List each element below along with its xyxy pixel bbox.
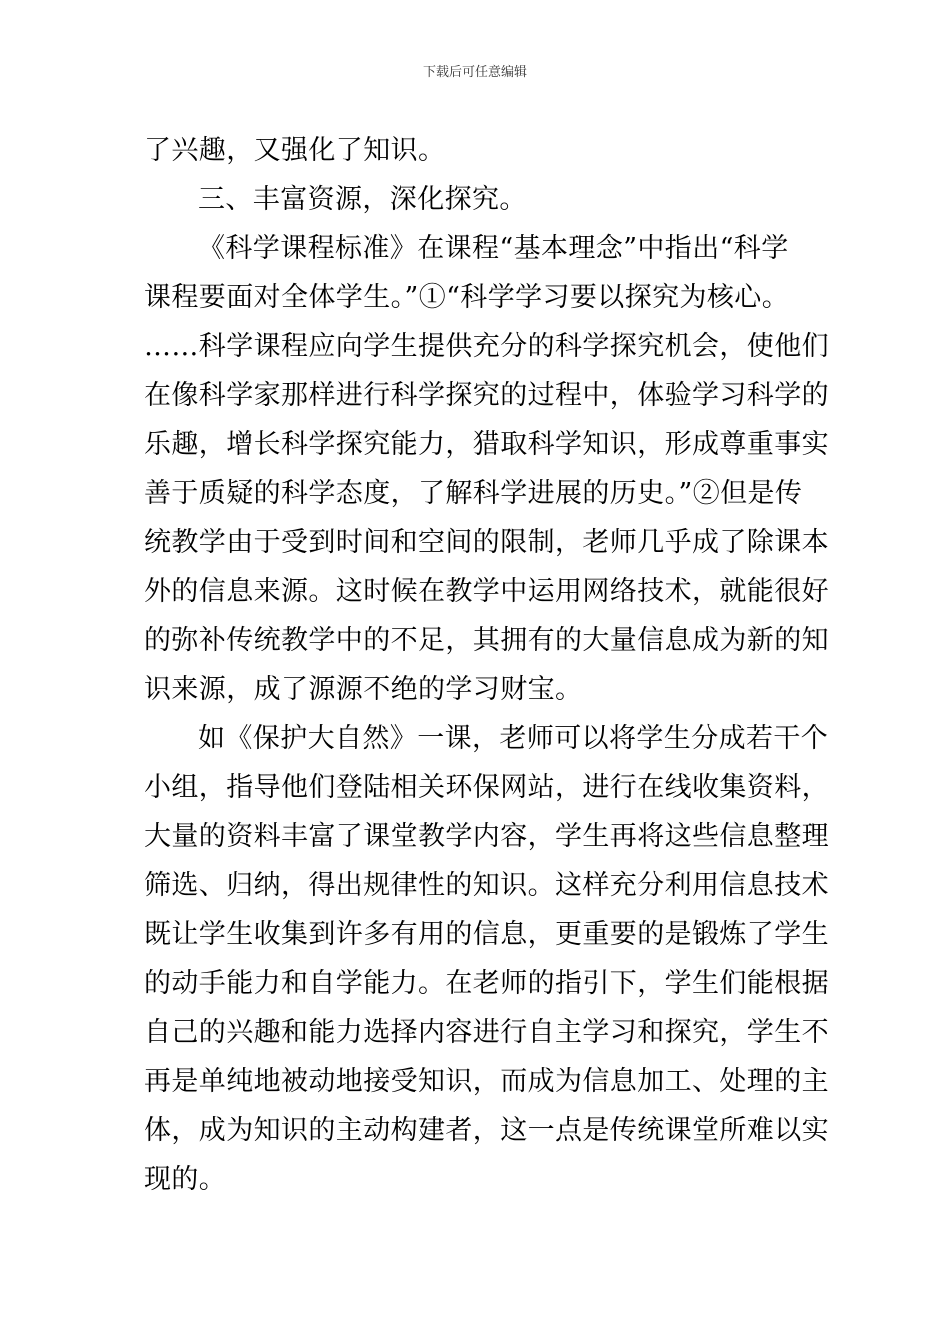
paragraph-continuation [144,126,808,175]
text-line: 的弥补传统教学中的不足，其拥有的大量信息成为新的知 [144,625,829,656]
text-line: 现的。 [144,1164,227,1195]
text-line: 既让学生收集到许多有用的信息，更重要的是锻炼了学生 [144,919,829,950]
text-line: 在像科学家那样进行科学探究的过程中，体验学习科学的 [144,380,829,411]
page-header: 下载后可任意编辑 [422,65,527,80]
text-line: 识来源，成了源源不绝的学习财宝。 [144,674,583,705]
text-line: 课程要面对全体学生。”①“科学学习要以探究为核心。 [144,282,790,313]
text-line: 筛选、归纳，得出规律性的知识。这样充分利用信息技术 [144,870,829,901]
text-line: 体，成为知识的主动构建者，这一点是传统课堂所难以实 [144,1115,829,1146]
text-line: 外的信息来源。这时候在教学中运用网络技术，就能很好 [144,576,829,607]
text-line: 小组，指导他们登陆相关环保网站，进行在线收集资料， [144,772,829,803]
section-heading [144,175,808,224]
text-line: 《科学课程标准》在课程“基本理念”中指出“科学 [198,233,789,264]
text-line: ……科学课程应向学生提供充分的科学探究机会，使他们 [144,331,829,362]
text-line: 三、丰富资源，深化探究。 [198,184,527,215]
text-line: 统教学由于受到时间和空间的限制，老师几乎成了除课本 [144,527,829,558]
text-line: 乐趣，增长科学探究能力，猎取科学知识，形成尊重事实 [144,429,829,460]
paragraph-example-lesson [144,714,829,1204]
paragraph-curriculum-standard [144,224,829,714]
text-line: 善于质疑的科学态度，了解科学进展的历史。”②但是传 [144,478,803,509]
document-body [144,126,829,1204]
text-line: 的动手能力和自学能力。在老师的指引下，学生们能根据 [144,968,829,999]
text-line: 如《保护大自然》一课，老师可以将学生分成若干个 [198,723,829,754]
text-line: 大量的资料丰富了课堂教学内容，学生再将这些信息整理 [144,821,829,852]
text-line: 自己的兴趣和能力选择内容进行自主学习和探究，学生不 [144,1017,829,1048]
text-line: 了兴趣，又强化了知识。 [144,135,446,166]
text-line: 再是单纯地被动地接受知识，而成为信息加工、处理的主 [144,1066,829,1097]
